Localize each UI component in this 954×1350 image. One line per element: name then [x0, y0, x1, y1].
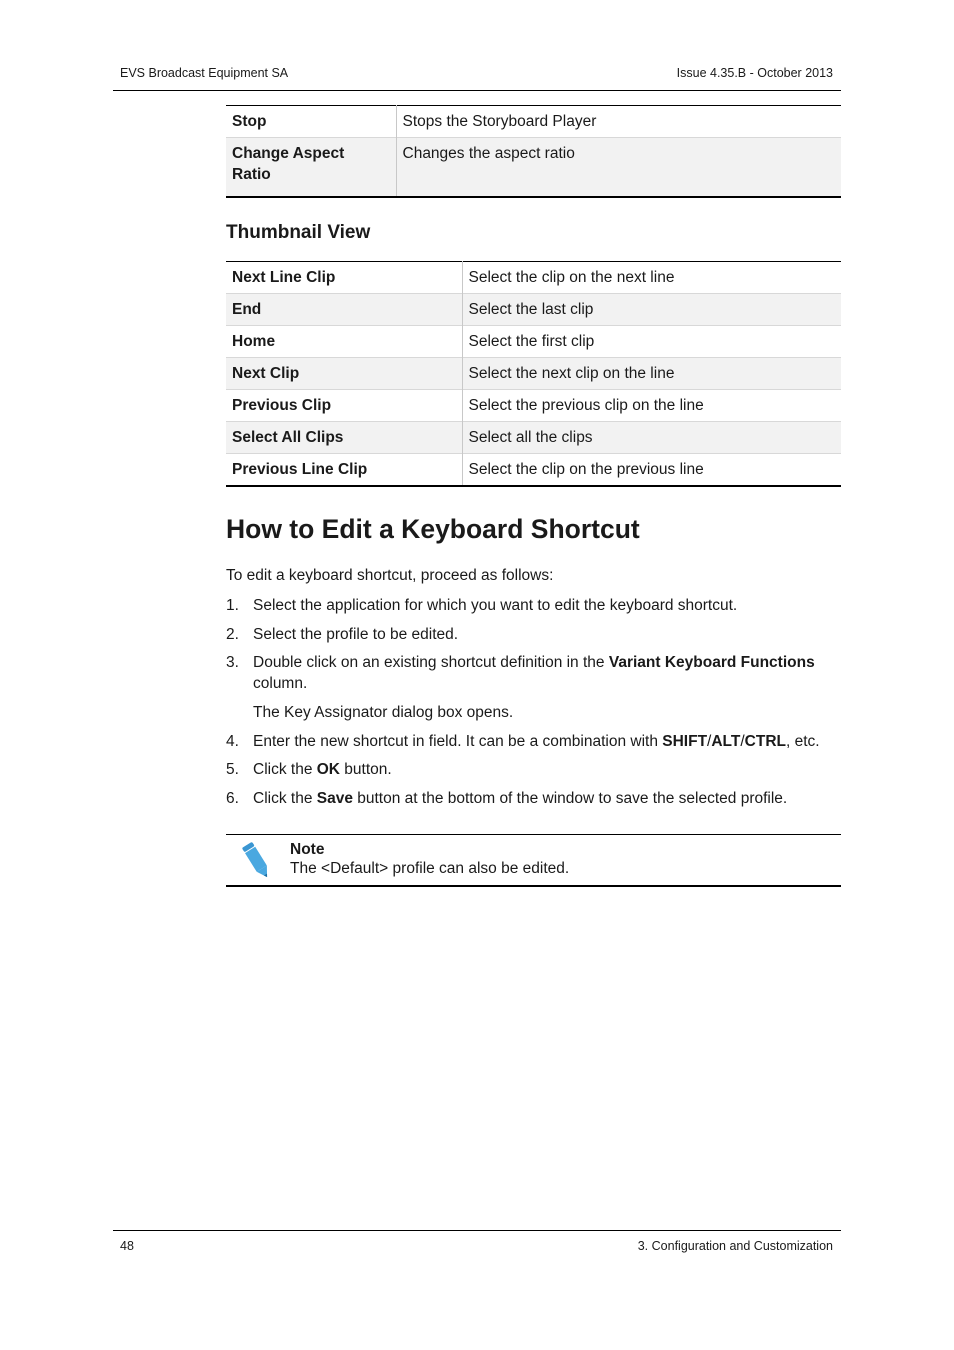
- page-number: 48: [120, 1239, 134, 1253]
- step-bold: SHIFT: [662, 732, 708, 750]
- step-bold: Variant Keyboard Functions: [608, 654, 815, 671]
- step-text: button.: [340, 761, 392, 778]
- list-item: [226, 624, 841, 645]
- shortcut-description: Select the previous clip on the line: [468, 397, 704, 414]
- shortcut-description: Select the clip on the previous line: [468, 461, 704, 478]
- shortcut-name: Select All Clips: [226, 422, 462, 454]
- step-number: 4.: [226, 732, 239, 750]
- step-separator: /: [740, 732, 745, 750]
- step-text: Double click on an existing shortcut definition in the: [253, 654, 609, 671]
- step-text: column.: [253, 675, 308, 692]
- step-number: 6.: [226, 789, 239, 807]
- table-row: [226, 294, 841, 326]
- table-row: [226, 454, 841, 487]
- step-separator: /: [707, 732, 712, 750]
- table-row: [226, 326, 841, 358]
- step-subtext: The Key Assignator dialog box opens.: [253, 704, 514, 721]
- shortcut-description: Select the clip on the next line: [468, 269, 675, 286]
- list-item: [226, 595, 841, 616]
- step-text: Click the: [253, 761, 317, 778]
- shortcut-description: Changes the aspect ratio: [396, 138, 841, 198]
- table-row: [226, 390, 841, 422]
- page-header: [113, 66, 841, 91]
- shortcut-name: Previous Clip: [226, 390, 462, 422]
- steps-list: [226, 595, 841, 816]
- storyboard-shortcut-table: [226, 105, 841, 198]
- step-number: 1.: [226, 597, 239, 614]
- header-issue: Issue 4.35.B - October 2013: [676, 66, 833, 80]
- thumbnail-shortcut-table: [226, 261, 841, 487]
- list-item: [226, 652, 841, 723]
- step-text: Enter the new shortcut in field. It can be a combination with: [253, 732, 663, 750]
- shortcut-name-line2: Ratio: [232, 166, 271, 183]
- table-row: [226, 106, 841, 138]
- shortcut-description: Stops the Storyboard Player: [402, 113, 597, 130]
- shortcut-name: End: [226, 294, 462, 326]
- shortcut-name: Next Clip: [226, 358, 462, 390]
- shortcut-description: Select all the clips: [462, 422, 841, 454]
- note-box: [226, 834, 841, 887]
- step-number: 5.: [226, 761, 239, 778]
- shortcut-name-line1: Change Aspect: [232, 145, 345, 162]
- step-text: Click the: [253, 789, 317, 807]
- table-row: [226, 358, 841, 390]
- shortcut-description: Select the next clip on the line: [462, 358, 841, 390]
- table-row: [226, 422, 841, 454]
- shortcut-name: Stop: [226, 106, 396, 138]
- footer-section: 3. Configuration and Customization: [637, 1239, 833, 1253]
- pencil-icon: [240, 841, 274, 886]
- header-company: EVS Broadcast Equipment SA: [120, 66, 289, 80]
- shortcut-name: [226, 138, 396, 198]
- intro-text: To edit a keyboard shortcut, proceed as follows:: [226, 567, 554, 584]
- step-bold: Save: [316, 789, 353, 807]
- page-footer: [113, 1230, 841, 1253]
- step-number: 2.: [226, 625, 239, 643]
- shortcut-description: Select the first clip: [468, 333, 595, 350]
- list-item: [226, 759, 841, 780]
- shortcut-name: Previous Line Clip: [226, 454, 462, 487]
- step-text: , etc.: [785, 732, 820, 750]
- shortcut-name: Home: [226, 326, 462, 358]
- list-item: [226, 788, 841, 809]
- note-title: Note: [290, 841, 325, 858]
- list-item: [226, 731, 841, 752]
- note-text: The <Default> profile can also be edited.: [290, 860, 570, 877]
- step-text: button at the bottom of the window to save the selected profile.: [352, 789, 788, 807]
- thumbnail-view-heading: Thumbnail View: [226, 222, 371, 243]
- step-text: Select the application for which you want to edit the keyboard shortcut.: [253, 597, 738, 614]
- shortcut-description: Select the last clip: [462, 294, 841, 326]
- step-number: 3.: [226, 654, 239, 671]
- section-title: How to Edit a Keyboard Shortcut: [226, 514, 640, 544]
- step-text: Select the profile to be edited.: [253, 625, 459, 643]
- step-bold: OK: [316, 761, 340, 778]
- shortcut-name: Next Line Clip: [226, 262, 462, 294]
- step-bold: ALT: [711, 732, 741, 750]
- table-row: [226, 138, 841, 198]
- table-row: [226, 262, 841, 294]
- step-bold: CTRL: [744, 732, 786, 750]
